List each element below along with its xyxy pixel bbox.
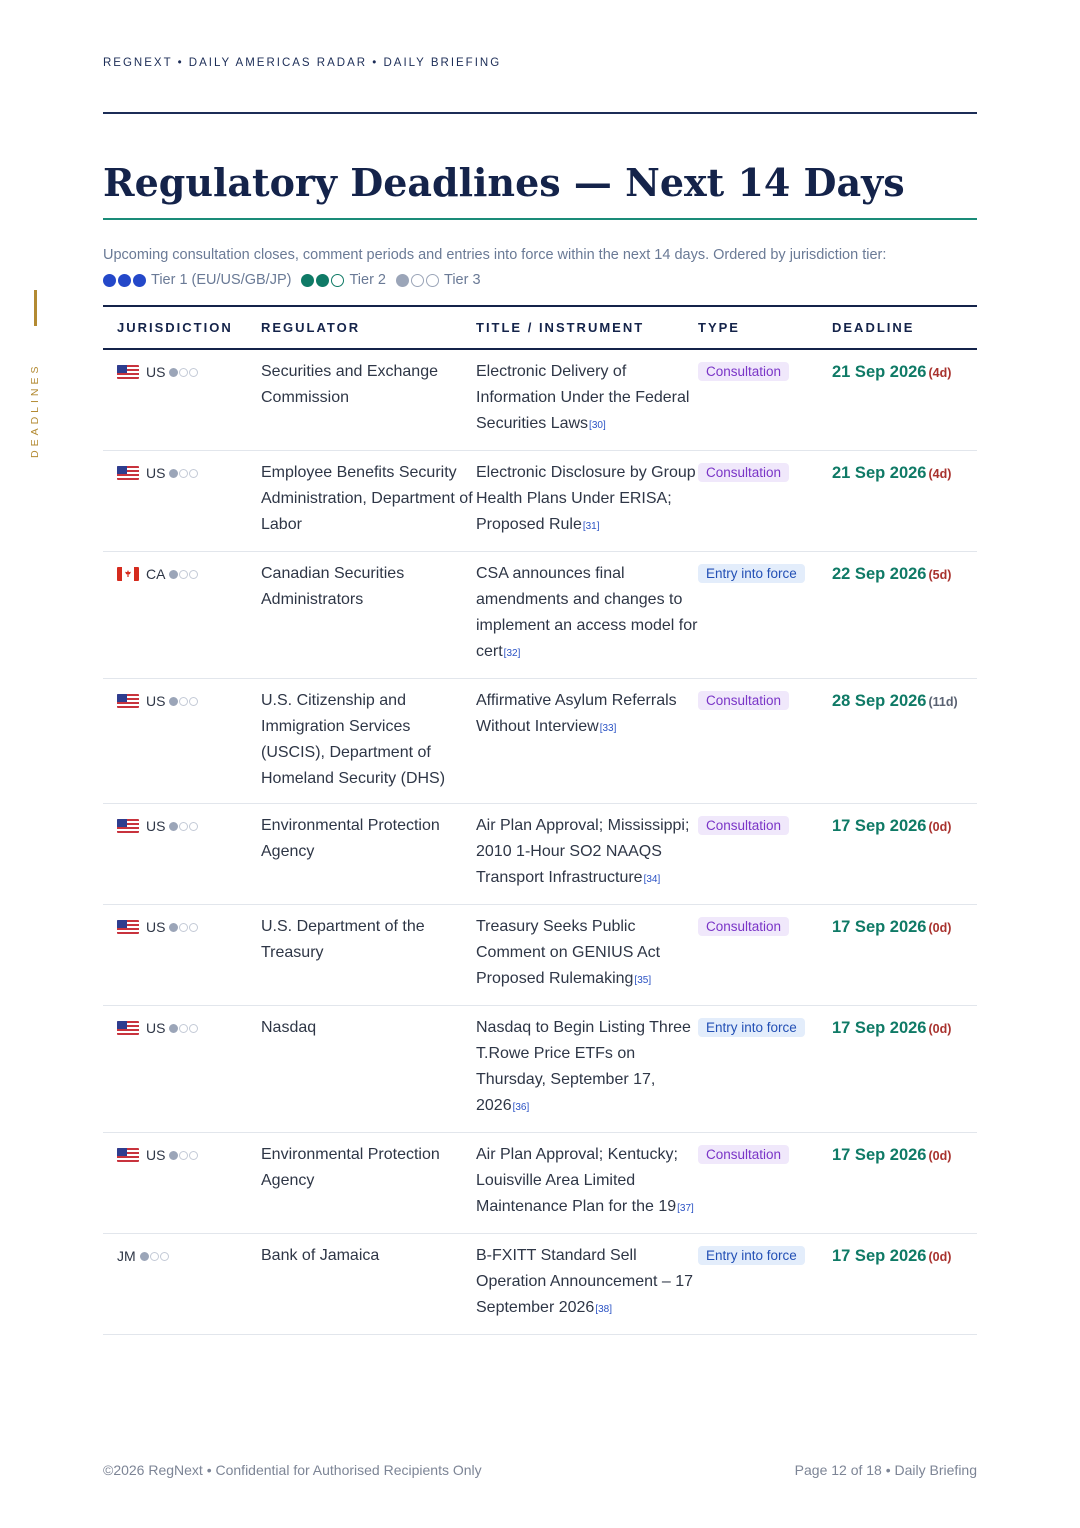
us-flag-icon xyxy=(117,819,139,833)
tier-indicator-icon xyxy=(169,570,199,579)
tier-dot-empty-icon xyxy=(331,274,344,287)
jurisdiction xyxy=(103,914,261,940)
cell-jurisdiction xyxy=(103,451,261,552)
citation-link[interactable]: [33] xyxy=(599,723,617,734)
regulator-name: Bank of Jamaica xyxy=(261,1247,380,1264)
type-badge: Consultation xyxy=(698,917,789,936)
tier-indicator-icon xyxy=(169,368,199,377)
deadline-date: 17 Sep 2026 xyxy=(832,1247,927,1265)
table-row xyxy=(103,1006,977,1133)
cell-regulator xyxy=(261,905,476,1006)
jurisdiction xyxy=(103,1142,261,1168)
type-badge: Consultation xyxy=(698,1145,789,1164)
legend-tier3-label: Tier 3 xyxy=(444,272,481,288)
cell-regulator xyxy=(261,804,476,905)
cell-regulator xyxy=(261,1234,476,1335)
days-remaining: (0d) xyxy=(928,820,952,834)
legend-tier1-label: Tier 1 (EU/US/GB/JP) xyxy=(151,272,292,288)
table-header-row xyxy=(103,306,977,349)
jurisdiction xyxy=(103,561,261,587)
breadcrumb: REGNEXT • DAILY AMERICAS RADAR • DAILY BRIEFING xyxy=(103,57,502,69)
header-divider xyxy=(103,112,977,114)
jurisdiction-code: US xyxy=(146,919,166,935)
regulator-name: Canadian Securities Administrators xyxy=(261,565,405,608)
citation-link[interactable]: [32] xyxy=(503,648,521,659)
jurisdiction-code: JM xyxy=(117,1248,136,1264)
us-flag-icon xyxy=(117,1021,139,1035)
type-badge: Consultation xyxy=(698,691,789,710)
column-header-regulator: REGULATOR xyxy=(261,306,476,349)
instrument-title: Electronic Delivery of Information Under the Federal Securities Laws xyxy=(476,363,690,432)
jurisdiction-code: US xyxy=(146,1147,166,1163)
days-remaining: (4d) xyxy=(928,366,952,380)
cell-deadline xyxy=(832,804,977,905)
cell-jurisdiction xyxy=(103,1006,261,1133)
deadline-date: 22 Sep 2026 xyxy=(832,565,927,583)
table-row xyxy=(103,1133,977,1234)
citation-link[interactable]: [36] xyxy=(512,1102,530,1113)
side-accent-bar xyxy=(34,290,37,326)
cell-regulator xyxy=(261,552,476,679)
deadline-date: 28 Sep 2026 xyxy=(832,692,927,710)
instrument-title: CSA announces final amendments and changes to implement an access model for cert xyxy=(476,565,698,660)
tier-indicator-icon xyxy=(169,469,199,478)
type-badge: Entry into force xyxy=(698,564,805,583)
days-remaining: (5d) xyxy=(928,568,952,582)
citation-link[interactable]: [35] xyxy=(634,975,652,986)
jurisdiction xyxy=(103,359,261,385)
cell-deadline xyxy=(832,1133,977,1234)
cell-title xyxy=(476,552,698,679)
page-title: Regulatory Deadlines — Next 14 Days xyxy=(103,160,905,205)
cell-deadline xyxy=(832,905,977,1006)
column-header-jurisdiction: JURISDICTION xyxy=(103,306,261,349)
jurisdiction xyxy=(103,1243,261,1269)
cell-type xyxy=(698,1006,832,1133)
cell-title xyxy=(476,1133,698,1234)
cell-deadline xyxy=(832,552,977,679)
us-flag-icon xyxy=(117,920,139,934)
instrument-title: Air Plan Approval; Mississippi; 2010 1-Hour SO2 NAAQS Transport Infrastructure xyxy=(476,817,690,886)
cell-regulator xyxy=(261,349,476,451)
days-remaining: (0d) xyxy=(928,1022,952,1036)
citation-link[interactable]: [31] xyxy=(582,521,600,532)
cell-title xyxy=(476,1006,698,1133)
deadline-date: 17 Sep 2026 xyxy=(832,817,927,835)
instrument-title: Affirmative Asylum Referrals Without Interview xyxy=(476,692,677,735)
type-badge: Entry into force xyxy=(698,1018,805,1037)
table-row xyxy=(103,552,977,679)
instrument-title: Air Plan Approval; Kentucky; Louisville Area Limited Maintenance Plan for the 19 xyxy=(476,1146,678,1215)
deadlines-table xyxy=(103,305,977,1335)
column-header-deadline: DEADLINE xyxy=(832,306,977,349)
legend-tier2 xyxy=(301,268,386,293)
column-header-type: TYPE xyxy=(698,306,832,349)
cell-jurisdiction xyxy=(103,905,261,1006)
cell-deadline xyxy=(832,1006,977,1133)
jurisdiction xyxy=(103,460,261,486)
deadline-date: 17 Sep 2026 xyxy=(832,1146,927,1164)
cell-type xyxy=(698,451,832,552)
tier-indicator-icon xyxy=(169,923,199,932)
regulator-name: Environmental Protection Agency xyxy=(261,817,440,860)
deadline-date: 21 Sep 2026 xyxy=(832,363,927,381)
title-underline xyxy=(103,218,977,220)
us-flag-icon xyxy=(117,466,139,480)
tier-dot-empty-icon xyxy=(411,274,424,287)
table-row xyxy=(103,679,977,804)
ca-flag-icon xyxy=(117,567,139,581)
cell-deadline xyxy=(832,679,977,804)
citation-link[interactable]: [34] xyxy=(643,874,661,885)
type-badge: Consultation xyxy=(698,362,789,381)
intro-text xyxy=(103,243,977,293)
regulator-name: Securities and Exchange Commission xyxy=(261,363,438,406)
tier-indicator-icon xyxy=(169,1151,199,1160)
column-header-title: TITLE / INSTRUMENT xyxy=(476,306,698,349)
cell-jurisdiction xyxy=(103,1234,261,1335)
type-badge: Consultation xyxy=(698,816,789,835)
jurisdiction-code: US xyxy=(146,693,166,709)
days-remaining: (11d) xyxy=(928,695,958,709)
cell-title xyxy=(476,679,698,804)
instrument-title: Nasdaq to Begin Listing Three T.Rowe Price ETFs on Thursday, September 17, 2026 xyxy=(476,1019,691,1114)
jurisdiction-code: US xyxy=(146,465,166,481)
tier-dot-icon xyxy=(118,274,131,287)
regulator-name: Employee Benefits Security Administration, Department of Labor xyxy=(261,464,473,533)
days-remaining: (0d) xyxy=(928,921,952,935)
regulator-name: Nasdaq xyxy=(261,1019,317,1036)
deadline-date: 21 Sep 2026 xyxy=(832,464,927,482)
jurisdiction xyxy=(103,813,261,839)
intro-description: Upcoming consultation closes, comment periods and entries into force within the next 14 days. Ordered by jurisdiction tier: xyxy=(103,247,887,263)
instrument-title: Treasury Seeks Public Comment on GENIUS Act Proposed Rulemaking xyxy=(476,918,661,987)
days-remaining: (0d) xyxy=(928,1250,952,1264)
table-row xyxy=(103,905,977,1006)
cell-type xyxy=(698,552,832,679)
legend-tier2-label: Tier 2 xyxy=(349,272,386,288)
cell-title xyxy=(476,905,698,1006)
cell-type xyxy=(698,1133,832,1234)
jurisdiction-code: US xyxy=(146,1020,166,1036)
footer-page-info: Page 12 of 18 • Daily Briefing xyxy=(794,1462,977,1478)
tier-indicator-icon xyxy=(169,697,199,706)
jurisdiction-code: CA xyxy=(146,566,166,582)
cell-jurisdiction xyxy=(103,1133,261,1234)
tier-indicator-icon xyxy=(169,1024,199,1033)
cell-regulator xyxy=(261,1133,476,1234)
tier-dot-icon xyxy=(301,274,314,287)
us-flag-icon xyxy=(117,694,139,708)
tier-legend xyxy=(103,268,977,293)
cell-regulator xyxy=(261,1006,476,1133)
cell-type xyxy=(698,1234,832,1335)
type-badge: Entry into force xyxy=(698,1246,805,1265)
jurisdiction-code: US xyxy=(146,364,166,380)
table-row xyxy=(103,1234,977,1335)
cell-jurisdiction xyxy=(103,349,261,451)
table-body xyxy=(103,349,977,1335)
regulator-name: U.S. Citizenship and Immigration Services (USCIS), Department of Homeland Security (DHS) xyxy=(261,692,446,787)
table-row xyxy=(103,804,977,905)
jurisdiction xyxy=(103,688,261,714)
cell-type xyxy=(698,804,832,905)
cell-title xyxy=(476,451,698,552)
us-flag-icon xyxy=(117,365,139,379)
cell-deadline xyxy=(832,451,977,552)
cell-title xyxy=(476,349,698,451)
deadline-date: 17 Sep 2026 xyxy=(832,918,927,936)
citation-link[interactable]: [30] xyxy=(589,420,606,431)
type-badge: Consultation xyxy=(698,463,789,482)
cell-title xyxy=(476,804,698,905)
jurisdiction-code: US xyxy=(146,818,166,834)
jurisdiction xyxy=(103,1015,261,1041)
tier-dot-icon xyxy=(103,274,116,287)
cell-type xyxy=(698,349,832,451)
footer-copyright: ©2026 RegNext • Confidential for Authorised Recipients Only xyxy=(103,1462,482,1478)
deadline-date: 17 Sep 2026 xyxy=(832,1019,927,1037)
days-remaining: (0d) xyxy=(928,1149,952,1163)
regulator-name: Environmental Protection Agency xyxy=(261,1146,440,1189)
tier-dot-icon xyxy=(316,274,329,287)
citation-link[interactable]: [37] xyxy=(677,1203,694,1214)
us-flag-icon xyxy=(117,1148,139,1162)
instrument-title: B-FXITT Standard Sell Operation Announcement – 17 September 2026 xyxy=(476,1247,694,1316)
cell-jurisdiction xyxy=(103,552,261,679)
side-section-label: DEADLINES xyxy=(29,362,41,458)
cell-deadline xyxy=(832,1234,977,1335)
cell-regulator xyxy=(261,679,476,804)
instrument-title: Electronic Disclosure by Group Health Plans Under ERISA; Proposed Rule xyxy=(476,464,696,533)
cell-deadline xyxy=(832,349,977,451)
tier-dot-icon xyxy=(396,274,409,287)
cell-jurisdiction xyxy=(103,804,261,905)
cell-title xyxy=(476,1234,698,1335)
legend-tier1 xyxy=(103,268,291,293)
cell-jurisdiction xyxy=(103,679,261,804)
tier-indicator-icon xyxy=(169,822,199,831)
tier-dot-empty-icon xyxy=(426,274,439,287)
table-row xyxy=(103,349,977,451)
citation-link[interactable]: [38] xyxy=(595,1304,612,1315)
tier-indicator-icon xyxy=(140,1252,170,1261)
table-row xyxy=(103,451,977,552)
legend-tier3 xyxy=(396,268,481,293)
days-remaining: (4d) xyxy=(928,467,952,481)
cell-regulator xyxy=(261,451,476,552)
regulator-name: U.S. Department of the Treasury xyxy=(261,918,425,961)
cell-type xyxy=(698,905,832,1006)
cell-type xyxy=(698,679,832,804)
tier-dot-icon xyxy=(133,274,146,287)
